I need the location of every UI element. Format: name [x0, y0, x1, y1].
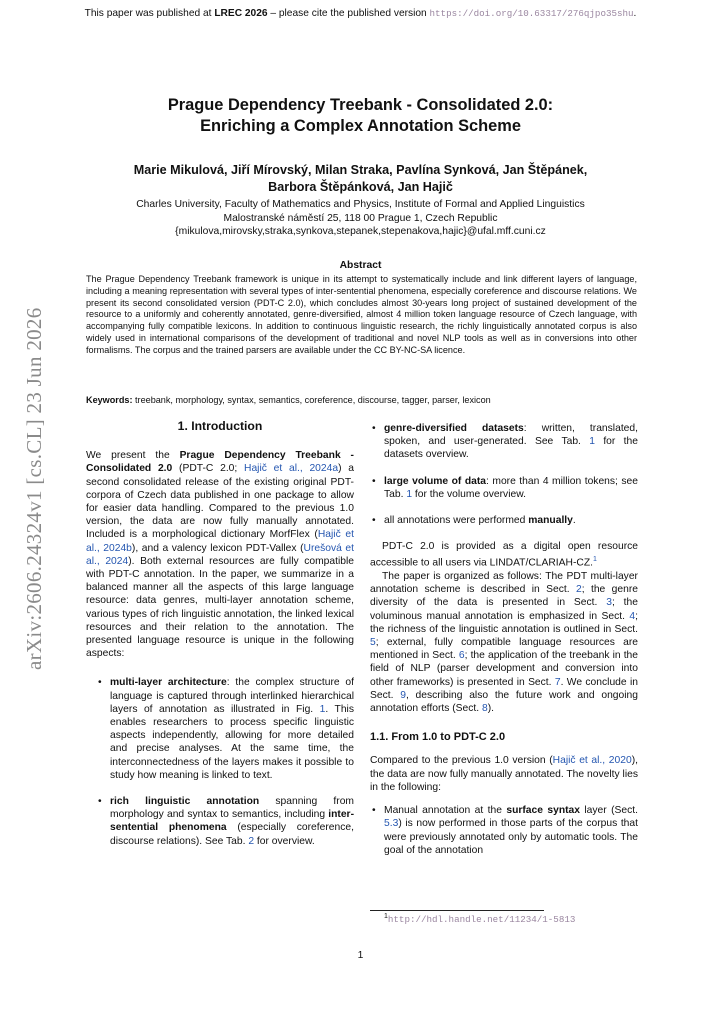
list-item — [370, 422, 638, 462]
text-run: all annotations were performed — [384, 515, 529, 527]
keywords-label: Keywords: — [86, 395, 133, 405]
text-run: ; the application of the treebank in the field of NLP (parser development and conversion into other frameworks) is presented in Sect. — [370, 650, 639, 688]
footnote-marker[interactable]: 1 — [592, 556, 597, 564]
text-run: . This enables researchers to process specific linguistic aspects independently, allowing for more detailed and precise analyses. At the same time, the interconnectedness of the layers makes it possible to study how meaning is linked to text. — [110, 703, 354, 781]
section-ref-link[interactable]: 4 — [629, 610, 636, 622]
list-item — [86, 795, 354, 848]
notice-prefix: This paper was published at — [84, 8, 215, 19]
doi-link[interactable]: https://doi.org/10.63317/276qjpo35shu — [429, 8, 634, 19]
authors-line-1: Marie Mikulová, Jiří Mírovský, Milan Straka, Pavlína Synková, Jan Štěpánek, — [133, 163, 588, 177]
text-run: multi-layer architecture — [110, 677, 227, 689]
section-ref-link[interactable]: 7 — [554, 676, 561, 688]
text-run: Prague Dependency Treebank - Consolidated 2.0 — [86, 450, 354, 475]
section-ref-link[interactable]: 5 — [370, 637, 376, 649]
section-ref-link[interactable]: 2 — [575, 584, 582, 596]
abstract-text: The Prague Dependency Treebank framework is unique in its attempt to systematically include and link different layers of language, including a meaning representation with several types of inter-sentential phenomena, especially coreference and discourse relations. We present its second consolidated version (PDT-C 2.0), which concludes almost 30-years long project of sustained development of the resource to a uniformly and coherently annotated, genre-diversified, almost 4 million token language resource of Czech language, with accompanying fully compatible lexicons. In addition to continuous linguistic research, the richly linguistically annotated corpus is also widely used in international comparisons of the development of traditional and novel NLP tools as well as in conversions into other formalisms. The corpus and the trained parsers are available under the CC BY-NC-SA licence. — [86, 274, 637, 355]
text-run: for the volume overview. — [412, 488, 526, 500]
availability-paragraph — [370, 540, 638, 570]
section-ref-link[interactable]: 8 — [482, 703, 488, 715]
footnote-url-link[interactable]: http://hdl.handle.net/11234/1-5813 — [387, 914, 576, 925]
intro-paragraph — [86, 449, 354, 660]
text-run: ). Both external resources are fully compatible with PDT-C annotation. In the paper, we summarize in a balanced manner all the aspects of this large language resource: data genres, multi-layer annotation scheme, various types of rich linguistic annotation, the linked lexical resources and their relation to the annotation. The presented language resource is unique in the following aspects: — [86, 555, 355, 660]
text-run: ) a second consolidated release of the existing original PDT-corpora of Czech data published in one package to allow for easier data handling. Compared to the previous 1.0 version, the data are now fully manually annotated. Included is a morphological dictionary MorfFlex ( — [86, 463, 354, 541]
text-run: The paper is organized as follows: The PDT multi-layer annotation scheme is described in Sect. — [370, 571, 638, 596]
text-run: , describing also the future work and ongoing annotation efforts (Sect. — [370, 689, 638, 715]
keywords-text: treebank, morphology, syntax, semantics, coreference, discourse, tagger, parser, lexicon — [132, 395, 491, 405]
figure-ref-link[interactable]: 1 — [319, 703, 326, 715]
text-run: layer (Sect. — [580, 805, 638, 817]
text-run: We present the — [86, 450, 180, 462]
list-item — [370, 514, 638, 527]
footnote-divider — [370, 910, 544, 911]
page-number: 1 — [357, 950, 364, 961]
title-line-1: Prague Dependency Treebank - Consolidated 2.0: — [167, 96, 554, 114]
organization-paragraph — [370, 570, 638, 715]
citation-link[interactable]: Hajič et al., 2024a — [244, 463, 339, 475]
text-run: ; the voluminous manual annotation is emphasized in Sect. — [370, 597, 638, 622]
affiliation-emails: {mikulova,mirovsky,straka,synkova,stepanek,stepenakova,hajic}@ufal.mff.cuni.cz — [175, 226, 546, 237]
text-run: ; external, fully compatible language resources are mentioned in Sect. — [370, 637, 638, 662]
text-run: large volume of data — [384, 475, 487, 487]
list-item — [370, 804, 638, 857]
section-ref-link[interactable]: 3 — [606, 597, 612, 609]
text-run: Compared to the previous 1.0 version ( — [370, 755, 553, 767]
text-run: PDT-C 2.0 is provided as a digital open resource accessible to all users via LINDAT/CLARIAH-CZ. — [370, 541, 638, 569]
aspects-list — [86, 676, 354, 847]
text-run: ), the data are now fully manually annotated. The novelty lies in the following: — [370, 755, 639, 793]
notice-end: . — [633, 8, 637, 19]
text-run: inter-sentential phenomena — [110, 809, 354, 834]
text-run: rich linguistic annotation — [110, 796, 260, 808]
text-run: ; the richness of the linguistic annotation is outlined in Sect. — [370, 610, 638, 635]
publication-notice — [0, 8, 721, 19]
aspects-list-continued — [370, 422, 638, 527]
text-run: : more than 4 million tokens; see Tab. — [384, 475, 638, 500]
right-column — [370, 422, 638, 870]
text-run: ; the genre diversity of the data is presented in Sect. — [370, 584, 638, 609]
section-ref-link[interactable]: 5.3 — [384, 818, 399, 830]
section-ref-link[interactable]: 9 — [400, 689, 406, 701]
text-run: : the complex structure of language is captured through interlinked hierarchical layers of annotation as illustrated in Fig. — [110, 677, 354, 715]
abstract-heading: Abstract — [339, 260, 382, 271]
footnote — [384, 913, 575, 925]
text-run: . We conclude in Sect. — [370, 676, 638, 701]
subsection-heading: 1.1. From 1.0 to PDT-C 2.0 — [370, 731, 506, 744]
citation-link[interactable]: Hajič et al., 2024b — [86, 529, 354, 554]
text-run: surface syntax — [506, 805, 580, 817]
arxiv-stamp-text: arXiv:2606.24324v1 [cs.CL] 23 Jun 2026 — [22, 307, 46, 670]
citation-link[interactable]: Urešová et al., 2024 — [86, 542, 354, 567]
text-run: Manual annotation at the — [384, 805, 507, 817]
affiliation-line-2: Malostranské náměstí 25, 118 00 Prague 1, Czech Republic — [223, 212, 498, 224]
text-run: manually — [528, 515, 573, 527]
text-run: genre-diversified datasets — [384, 423, 524, 434]
list-item — [370, 475, 638, 501]
affiliation — [0, 198, 721, 239]
section-ref-link[interactable]: 6 — [458, 650, 465, 662]
keywords — [86, 395, 637, 407]
text-run: (PDT-C 2.0; — [172, 463, 245, 475]
novelty-list — [370, 804, 638, 857]
citation-link[interactable]: Hajič et al., 2020 — [552, 755, 632, 767]
table-ref-link[interactable]: 1 — [589, 436, 595, 448]
list-item — [86, 676, 354, 782]
affiliation-line-1: Charles University, Faculty of Mathematics and Physics, Institute of Formal and Applied Linguistics — [136, 199, 585, 210]
authors-line-2: Barbora Štěpánková, Jan Hajič — [268, 180, 453, 194]
text-run: spanning from morphology and syntax to semantics, including — [110, 796, 354, 821]
table-ref-link[interactable]: 1 — [406, 488, 413, 500]
section-heading-introduction: 1. Introduction — [177, 419, 263, 433]
arxiv-stamp — [22, 300, 46, 670]
text-run: (especially coreference, discourse relations). See Tab. — [110, 822, 354, 847]
notice-suffix: – please cite the published version — [267, 8, 430, 19]
notice-venue: LREC 2026 — [214, 8, 268, 19]
left-column — [86, 420, 354, 861]
text-run: for the datasets overview. — [384, 436, 638, 461]
footnote-number: 1 — [384, 913, 388, 920]
text-run: ). — [487, 703, 495, 715]
text-run: . — [572, 515, 576, 527]
title-line-2: Enriching a Complex Annotation Scheme — [200, 117, 521, 135]
subsection-paragraph — [370, 754, 638, 794]
text-run: : written, translated, spoken, and user-generated. See Tab. — [384, 423, 638, 448]
author-list — [0, 162, 721, 196]
paper-title — [0, 95, 721, 137]
text-run: for overview. — [254, 835, 315, 847]
table-ref-link[interactable]: 2 — [248, 835, 255, 847]
text-run: ), and a valency lexicon PDT-Vallex ( — [131, 542, 304, 554]
text-run: ) is now performed in those parts of the corpus that were previously annotated only by automatic tools. The goal of the annotation — [384, 818, 638, 856]
